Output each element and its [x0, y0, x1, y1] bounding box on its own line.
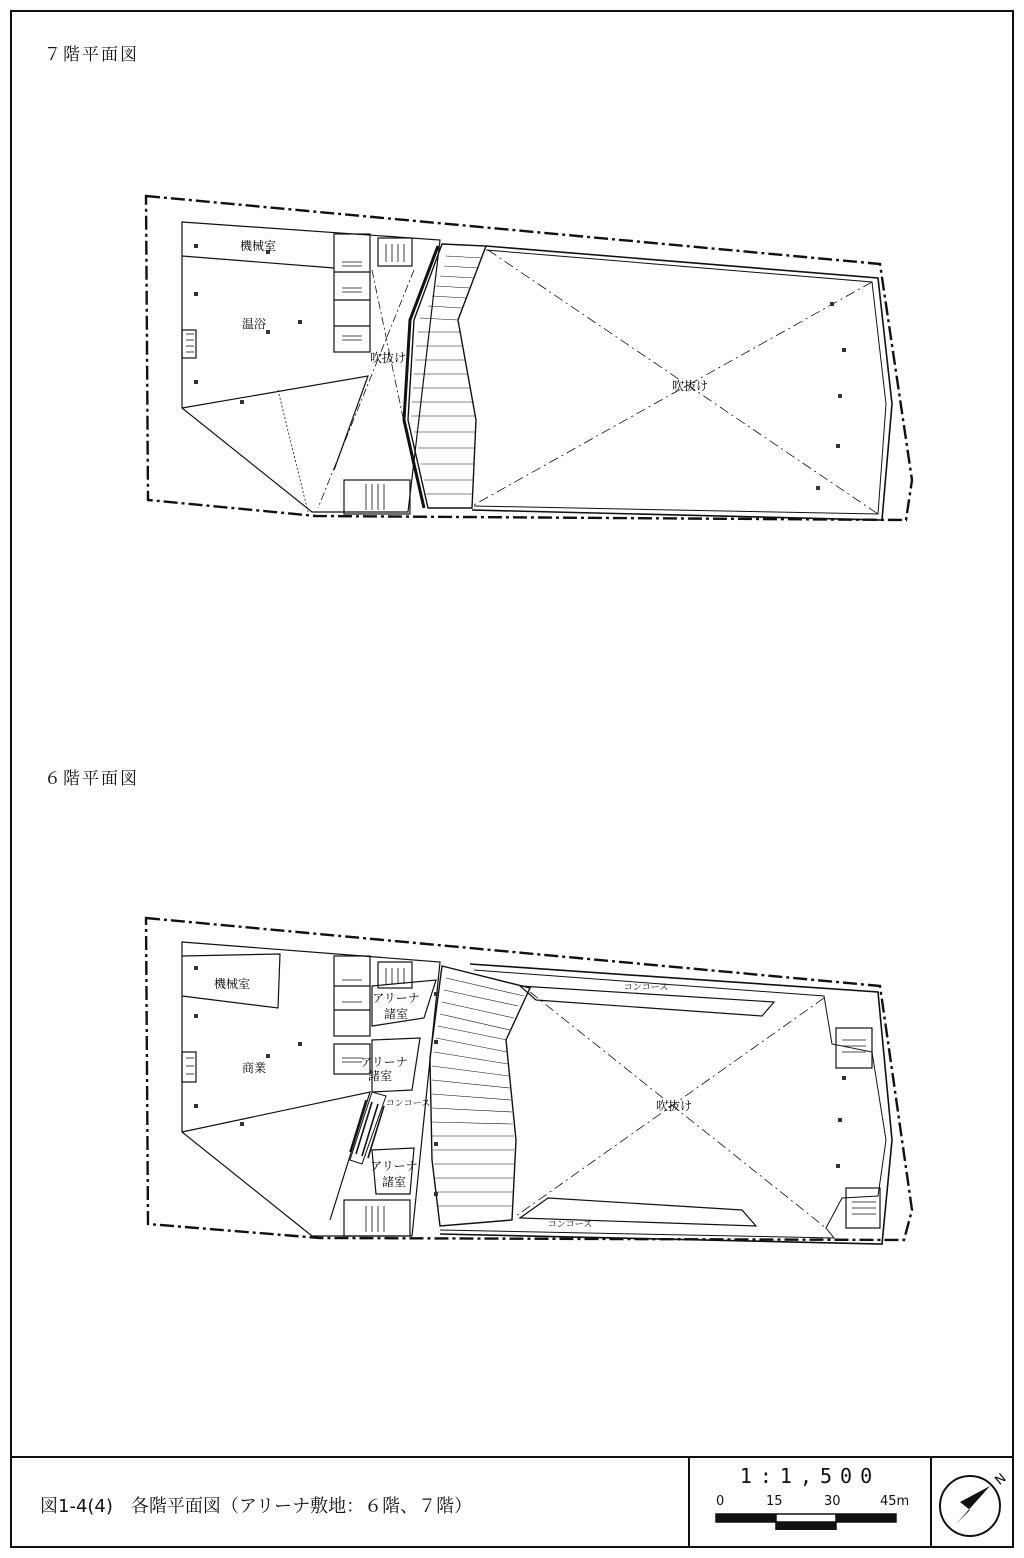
floor6-arena-rooms-2-label: アリーナ — [360, 1055, 408, 1069]
scale-tick-0: 0 — [716, 1494, 725, 1509]
north-arrow-icon — [930, 1458, 1014, 1548]
floor6-arena-rooms-3-sub: 諸室 — [381, 1175, 407, 1189]
scale-ratio: 1:1,500 — [739, 1464, 881, 1488]
floor7-plan — [0, 0, 1024, 740]
seating-band — [408, 244, 486, 508]
floor6-arena-rooms-3-label: アリーナ — [370, 1159, 418, 1173]
floor7-bath-label: 温浴 — [241, 317, 267, 331]
floor6-arena-rooms-2-sub: 諸室 — [367, 1069, 393, 1083]
title-block — [10, 1456, 1014, 1548]
floor6-machine-room-label: 機械室 — [213, 977, 251, 991]
scale-tick-15: 15 — [766, 1494, 783, 1509]
floor7-machine-room-label: 機械室 — [239, 239, 277, 253]
floor6-commercial-label: 商業 — [241, 1061, 267, 1075]
floor6-concourse-top-label: コンコース — [623, 983, 669, 993]
scale-tick-30: 30 — [824, 1494, 841, 1509]
floor6-concourse-left-label: コンコース — [385, 1099, 431, 1109]
floor7-small-void-label: 吹抜け — [369, 351, 407, 365]
floor6-void-label: 吹抜け — [655, 1099, 693, 1113]
floor6-arena-rooms-1-label: アリーナ — [372, 991, 420, 1005]
floor7-title: ７階平面図 — [44, 45, 139, 65]
floor6-arena-rooms-1-sub: 諸室 — [383, 1007, 409, 1021]
scale-bar-graphic — [690, 1458, 930, 1548]
floor6-concourse-bottom-label: コンコース — [547, 1220, 593, 1230]
floor6-plan — [0, 740, 1024, 1460]
floor7-large-void-label: 吹抜け — [671, 379, 709, 393]
figure-caption: 図1-4(4) 各階平面図（アリーナ敷地：６階、７階） — [40, 1496, 473, 1517]
north-label: N — [992, 1470, 1010, 1489]
floor6-title: ６階平面図 — [44, 769, 139, 789]
scale-bar — [688, 1458, 932, 1548]
scale-tick-45m: 45m — [880, 1494, 910, 1509]
site-boundary — [146, 918, 912, 1240]
seating-bowl — [430, 966, 530, 1226]
